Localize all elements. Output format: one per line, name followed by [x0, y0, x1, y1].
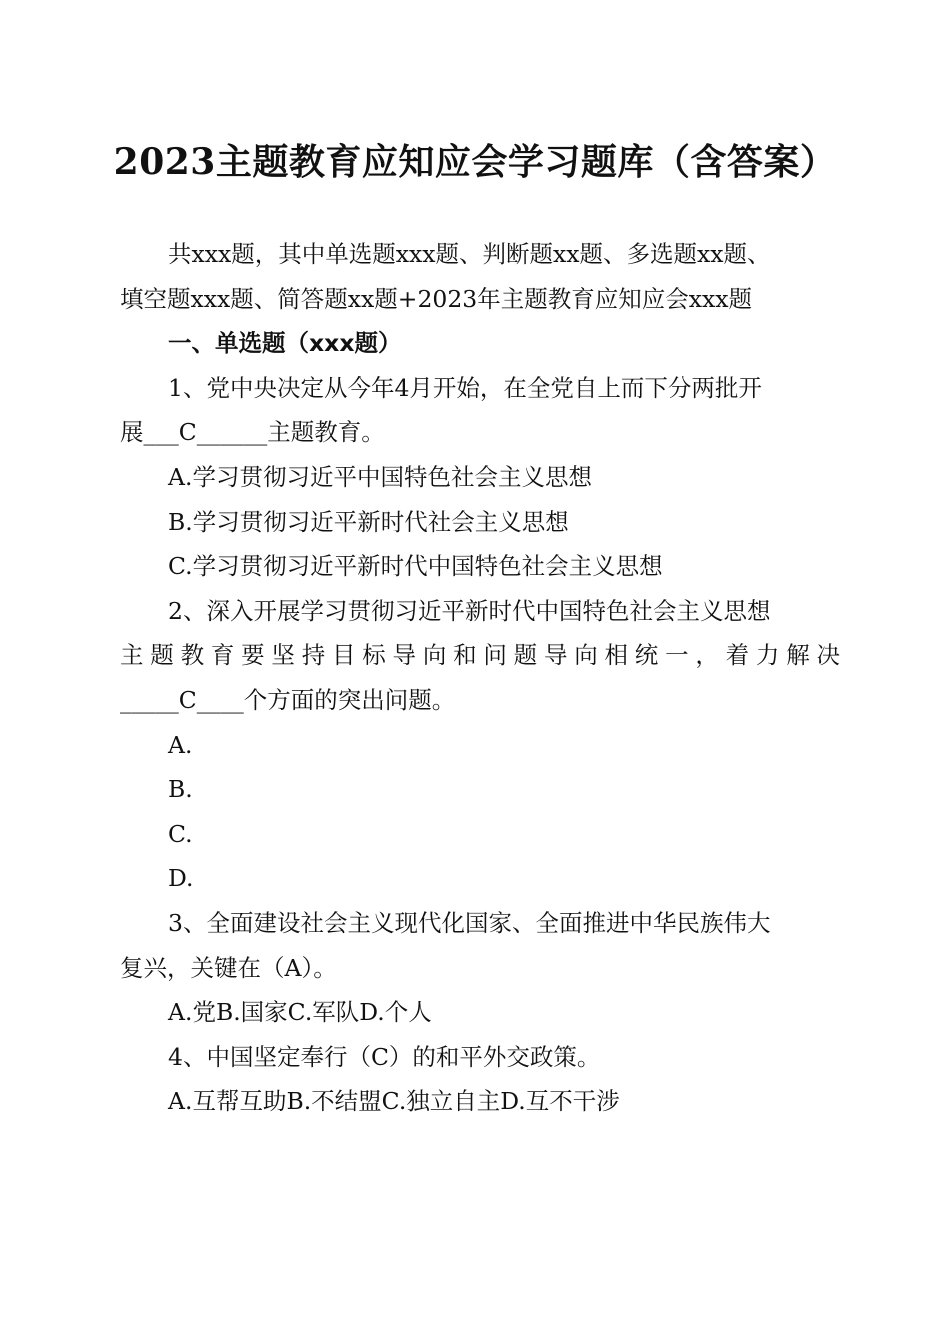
question-4-line-1: 4、中国坚定奉行（C）的和平外交政策。 [168, 1042, 601, 1071]
question-3-line-1: 3、全面建设社会主义现代化国家、全面推进中华民族伟大 [168, 908, 771, 937]
question-1-option-a: A.学习贯彻习近平中国特色社会主义思想 [168, 462, 592, 491]
question-1-line-1: 1、党中央决定从今年4月开始，在全党自上而下分两批开 [168, 373, 762, 402]
intro-line-1: 共xxx题，其中单选题xxx题、判断题xx题、多选题xx题、 [168, 240, 771, 268]
question-2-line-3: _____C____个方面的突出问题。 [120, 685, 456, 714]
question-4-options: A.互帮互助B.不结盟C.独立自主D.互不干涉 [168, 1087, 620, 1116]
document-body [120, 232, 840, 1124]
question-2-option-b: B. [168, 775, 193, 804]
question-2-option-a: A. [168, 730, 193, 759]
question-1-line-2: 展___C______主题教育。 [120, 418, 385, 447]
intro-line-2: 填空题xxx题、简答题xx题+2023年主题教育应知应会xxx题 [120, 284, 753, 313]
question-2-line-2: 主题教育要坚持目标导向和问题导向相统一，着力解决 [120, 641, 840, 670]
question-3-line-2: 复兴，关键在（A）。 [120, 953, 337, 982]
question-2-option-d: D. [168, 864, 194, 893]
question-3-options: A.党B.国家C.军队D.个人 [168, 998, 432, 1027]
question-2-line-1: 2、深入开展学习贯彻习近平新时代中国特色社会主义思想 [168, 596, 771, 625]
section-heading-single-choice: 一、单选题（xxx题） [168, 329, 402, 358]
question-1-option-c: C.学习贯彻习近平新时代中国特色社会主义思想 [168, 552, 663, 581]
question-1-option-b: B.学习贯彻习近平新时代社会主义思想 [168, 507, 569, 536]
question-2-option-c: C. [168, 819, 193, 848]
document-title: 2023主题教育应知应会学习题库（含答案） [113, 141, 837, 183]
